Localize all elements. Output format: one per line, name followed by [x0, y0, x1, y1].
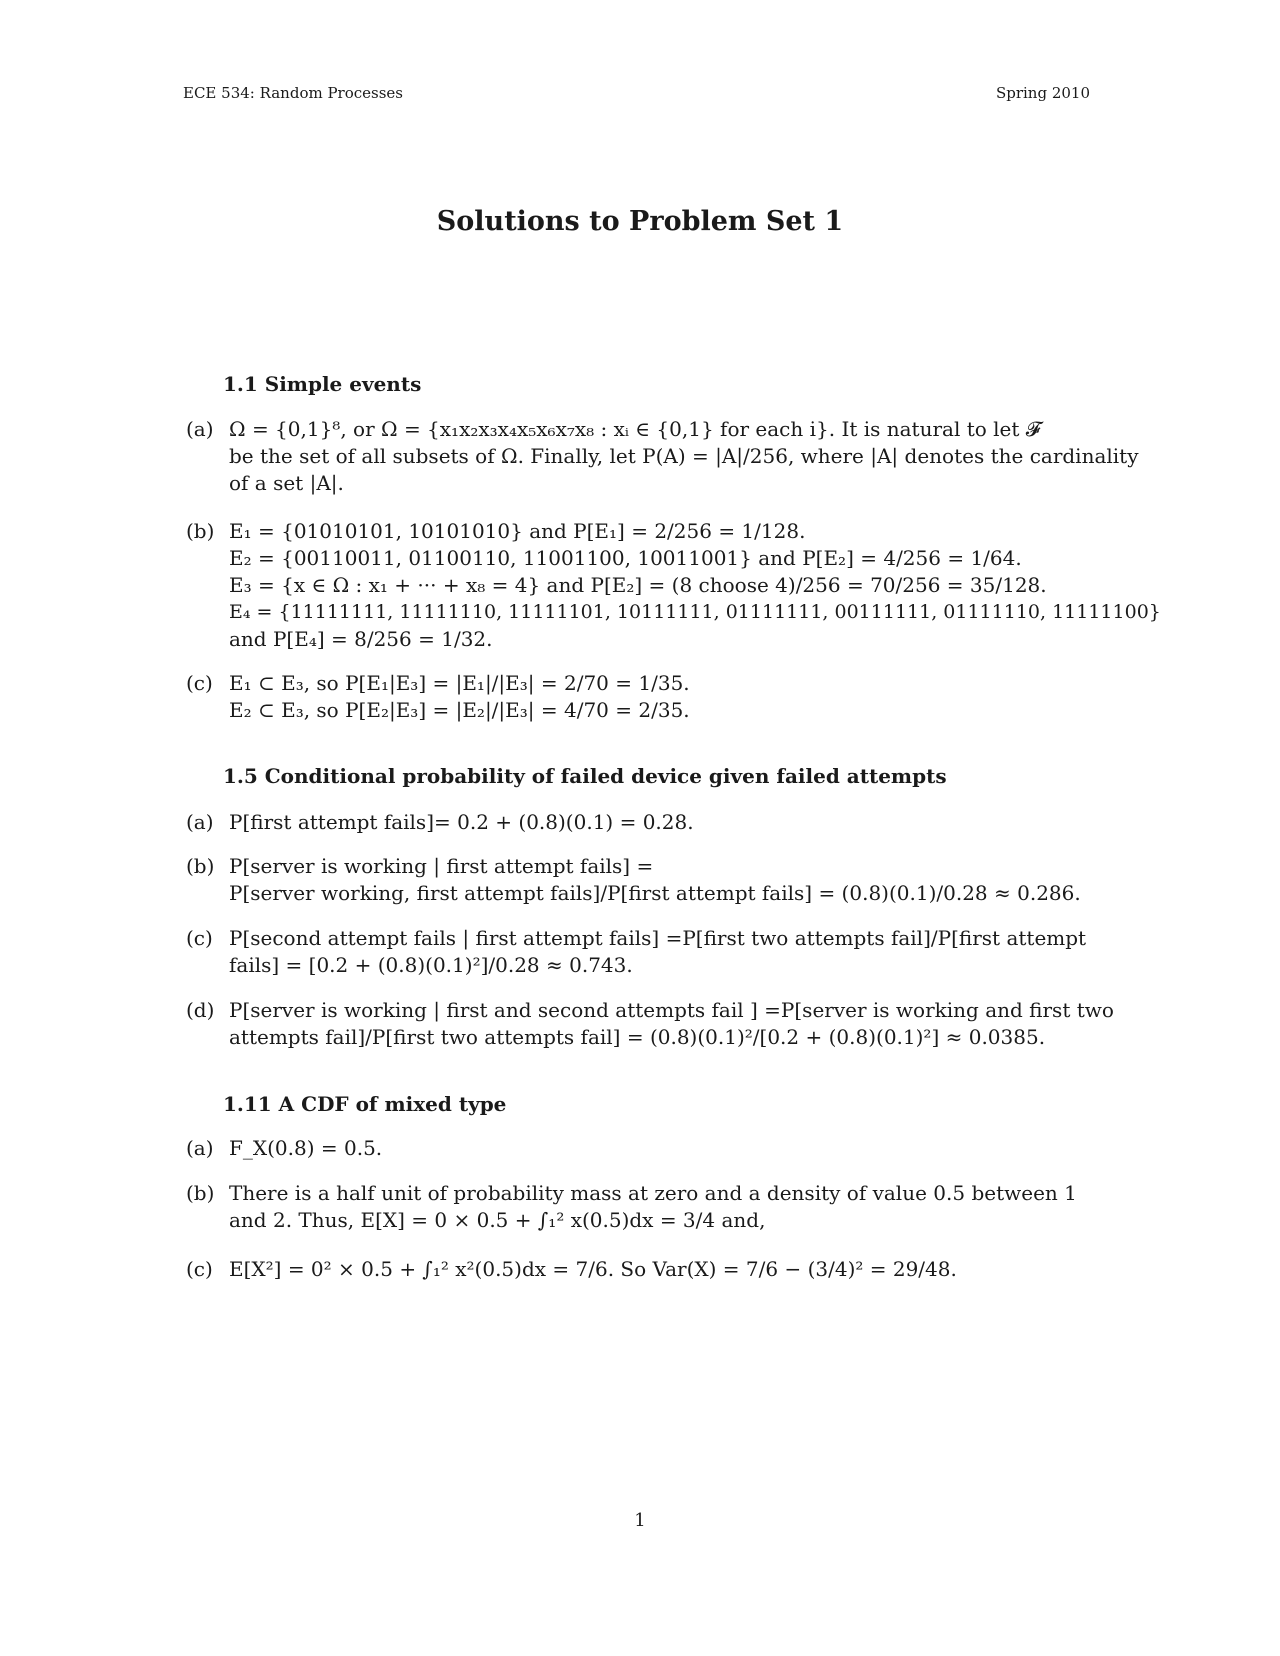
text-line: E₂ ⊂ E₃, so P[E₂|E₃] = |E₂|/|E₃| = 4/70 = 2/35.: [229, 698, 690, 722]
text-line: fails] = [0.2 + (0.8)(0.1)²]/0.28 ≈ 0.743.: [229, 953, 633, 977]
text-line: E₁ ⊂ E₃, so P[E₁|E₃] = |E₁|/|E₃| = 2/70 = 1/35.: [229, 671, 690, 695]
problem-1-5-a: [186, 809, 1096, 836]
text-line: and P[E₄] = 8/256 = 1/32.: [229, 627, 493, 651]
section-heading-1-1: 1.1 Simple events: [223, 372, 422, 396]
section-heading-1-5: 1.5 Conditional probability of failed device given failed attempts: [223, 764, 947, 788]
running-header-term: Spring 2010: [995, 84, 1090, 102]
text-line: E₄ = {11111111, 11111110, 11111101, 10111111, 01111111, 00111111, 01111110, 11111100}: [229, 601, 1161, 623]
item-label: (c): [186, 926, 213, 950]
item-label: (c): [186, 671, 213, 695]
running-header-course: ECE 534: Random Processes: [183, 84, 404, 102]
text-line: attempts fail]/P[first two attempts fail] = (0.8)(0.1)²/[0.2 + (0.8)(0.1)²] ≈ 0.0385.: [229, 1025, 1046, 1049]
problem-1-11-c: [186, 1256, 1096, 1283]
page-number: 1: [634, 1510, 646, 1531]
text-line: P[server working, first attempt fails]/P[first attempt fails] = (0.8)(0.1)/0.28 ≈ 0.286.: [229, 881, 1081, 905]
text-line: E[X²] = 0² × 0.5 + ∫₁² x²(0.5)dx = 7/6. So Var(X) = 7/6 − (3/4)² = 29/48.: [229, 1257, 957, 1281]
problem-1-1-c: [186, 670, 1096, 724]
text-line: and 2. Thus, E[X] = 0 × 0.5 + ∫₁² x(0.5)dx = 3/4 and,: [229, 1208, 766, 1232]
problem-1-1-a: [186, 416, 1139, 497]
problem-1-5-b: [186, 853, 1096, 907]
item-label: (a): [186, 417, 214, 441]
problem-1-5-d: [186, 997, 1114, 1051]
section-heading-1-11: 1.11 A CDF of mixed type: [223, 1092, 507, 1116]
text-line: E₁ = {01010101, 10101010} and P[E₁] = 2/256 = 1/128.: [229, 519, 806, 543]
document-title: Solutions to Problem Set 1: [436, 206, 844, 237]
item-label: (c): [186, 1257, 213, 1281]
item-label: (b): [186, 1181, 215, 1205]
text-line: F_X(0.8) = 0.5.: [229, 1136, 383, 1160]
problem-1-1-b: [186, 518, 1161, 653]
text-line: E₃ = {x ∈ Ω : x₁ + ··· + x₈ = 4} and P[E₂] = (8 choose 4)/256 = 70/256 = 35/128.: [229, 573, 1047, 597]
item-label: (a): [186, 1136, 214, 1160]
problem-1-11-b: [186, 1180, 1096, 1234]
problem-1-5-c: [186, 925, 1096, 979]
text-line: There is a half unit of probability mass at zero and a density of value 0.5 between 1: [229, 1181, 1077, 1205]
text-line: P[second attempt fails | first attempt fails] =P[first two attempts fail]/P[first attempt: [229, 926, 1087, 950]
text-line: be the set of all subsets of Ω. Finally, let P(A) = |A|/256, where |A| denotes the cardinality: [229, 444, 1139, 468]
item-label: (b): [186, 854, 215, 878]
problem-1-11-a: [186, 1135, 1096, 1162]
text-line: P[server is working | first attempt fails] =: [229, 854, 654, 878]
text-line: of a set |A|.: [229, 471, 344, 495]
text-line: P[first attempt fails]= 0.2 + (0.8)(0.1) = 0.28.: [229, 810, 694, 834]
item-label: (d): [186, 998, 215, 1022]
text-line: P[server is working | first and second attempts fail ] =P[server is working and first two: [229, 998, 1114, 1022]
text-line: E₂ = {00110011, 01100110, 11001100, 10011001} and P[E₂] = 4/256 = 1/64.: [229, 546, 1022, 570]
text-line: Ω = {0,1}⁸, or Ω = {x₁x₂x₃x₄x₅x₆x₇x₈ : xᵢ ∈ {0,1} for each i}. It is natural to let 𝓕: [229, 417, 1041, 441]
item-label: (b): [186, 519, 215, 543]
item-label: (a): [186, 810, 214, 834]
